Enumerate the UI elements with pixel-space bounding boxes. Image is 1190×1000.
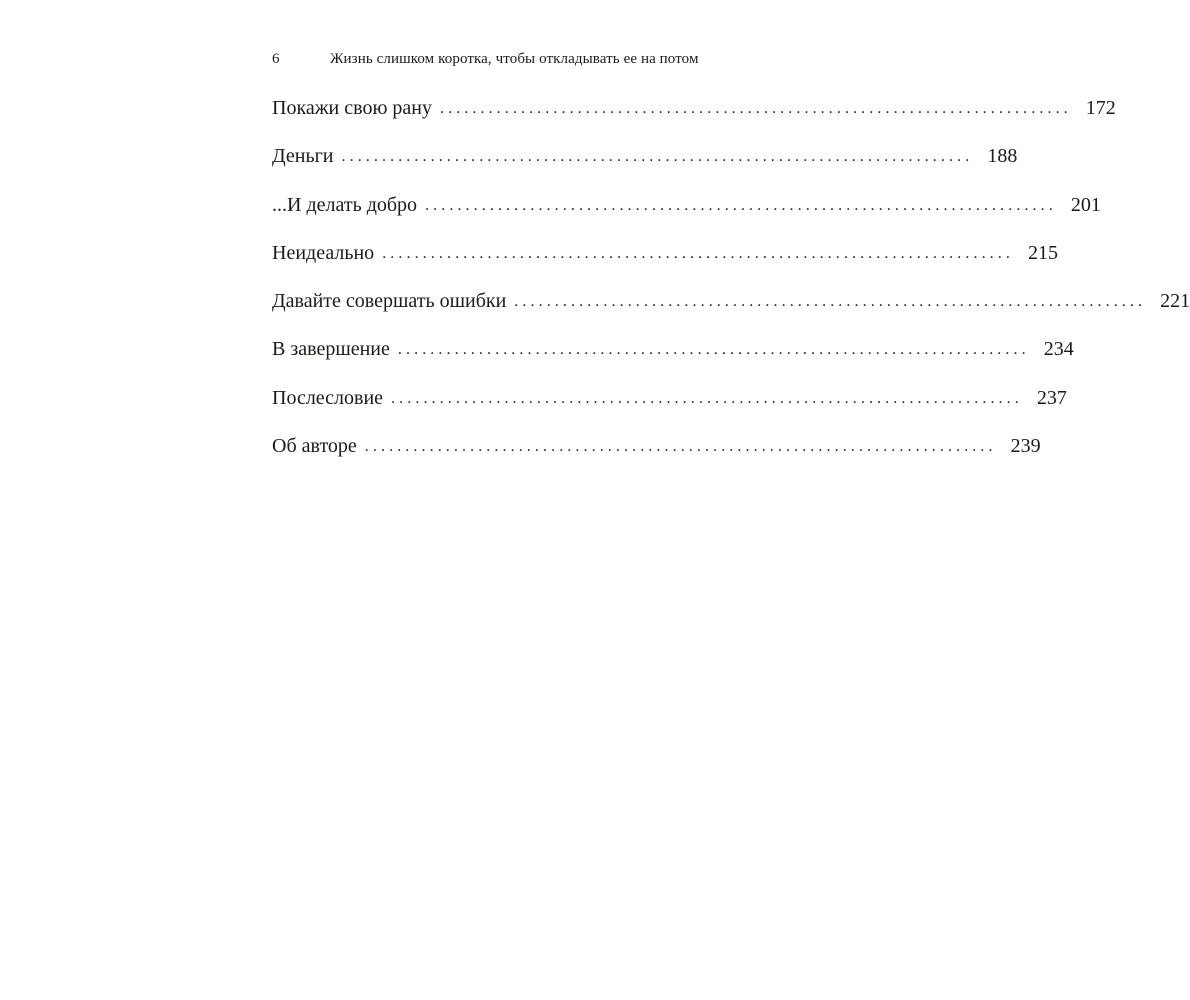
toc-entry-page: 215: [1028, 241, 1058, 264]
dot-leader: ..............................................................................: [364, 438, 997, 456]
dot-leader: ..............................................................................: [341, 148, 974, 166]
toc-entry: [272, 94, 1116, 142]
toc-entry-page: 237: [1036, 386, 1067, 409]
toc-entry-title: Об авторе: [272, 432, 365, 460]
toc-entry: [272, 287, 1190, 335]
toc-entry-page: 239: [1010, 435, 1041, 458]
dot-leader: ..............................................................................: [382, 244, 1014, 262]
toc-entry: [272, 384, 1067, 432]
toc-entry: [272, 142, 1018, 190]
toc-entry-page: 188: [987, 145, 1018, 168]
dot-leader: ..............................................................................: [397, 341, 1030, 359]
page-number: 6: [272, 51, 280, 67]
toc-entry: [272, 432, 1041, 480]
toc-entry-page: 172: [1085, 97, 1116, 119]
table-of-contents: [272, 94, 1190, 480]
toc-entry-page: 234: [1043, 338, 1074, 361]
book-page: [272, 0, 1190, 1000]
dot-leader: ..............................................................................: [439, 100, 1072, 117]
toc-entry-title: ...И делать добро: [272, 191, 425, 219]
toc-entry: [272, 239, 1058, 287]
toc-entry: [272, 191, 1101, 239]
toc-entry-title: Покажи свою рану: [272, 94, 440, 122]
toc-entry-page: 221: [1160, 290, 1190, 313]
toc-entry-title: Послесловие: [272, 384, 391, 412]
dot-leader: ..............................................................................: [425, 196, 1057, 214]
toc-entry-page: 201: [1070, 193, 1101, 216]
dot-leader: ..............................................................................: [514, 293, 1147, 311]
toc-entry-title: В завершение: [272, 335, 398, 363]
running-title: Жизнь слишком коротка, чтобы откладывать ее на потом: [330, 51, 699, 67]
toc-entry-title: Неидеально: [272, 239, 382, 267]
dot-leader: ..............................................................................: [391, 389, 1023, 407]
toc-entry-title: Давайте совершать ошибки: [272, 287, 514, 315]
toc-entry-title: Деньги: [272, 142, 342, 170]
running-header: [272, 48, 768, 70]
toc-entry: [272, 335, 1074, 383]
